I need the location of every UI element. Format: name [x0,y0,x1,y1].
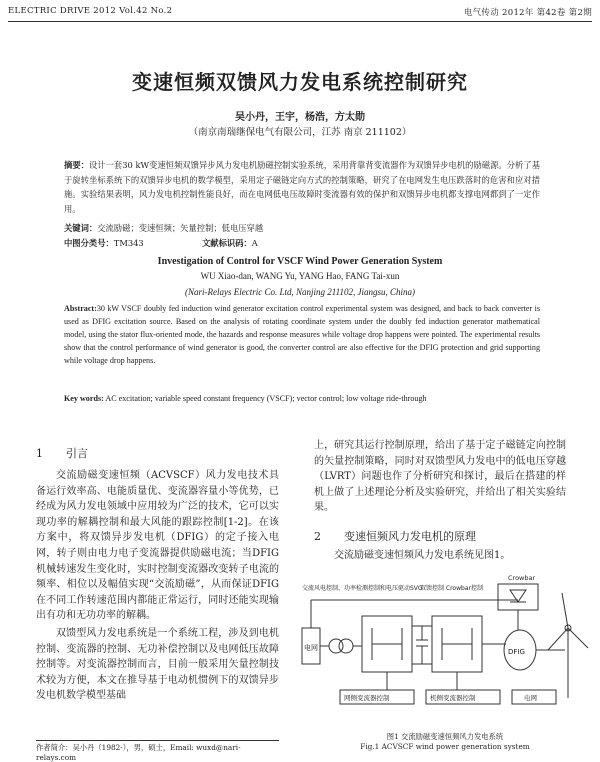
clc-label: 中图分类号： [64,238,114,248]
abstract-cn [64,158,540,216]
keywords-en [64,392,540,405]
paper-title-en: Investigation of Control for VSCF Wind Power Generation System [157,256,443,267]
doc-code-value: A [251,238,258,248]
header-right: 电气传动 2012年 第42卷 第2期 [463,8,592,18]
fig-label-crowbar-ctrl: 双馈控制 Crowbar控制 [420,585,483,592]
figure-1-caption [300,732,590,752]
igbt-bridge-icon [372,628,402,660]
fig-label-box-mid: 机侧变流器控制 [430,694,476,702]
fig-label-crowbar: Crowbar [508,574,536,582]
figure-1-caption-cn: 图1 交流励磁变速恒频风力发电系统 [386,732,504,741]
paragraph-section-2: 交流励磁变速恒频风力发电系统见图1。 [334,550,511,561]
affiliation-cn: （南京南瑞继保电气有限公司，江苏 南京 211102） [188,127,412,138]
figure-1-diagram [300,568,590,728]
paper-title: 变速恒频双馈风力发电系统控制研究 [132,70,468,94]
abstract-en-text: 30 kW VSCF doubly fed induction wind generator excitation control experimental system was designed, and back to back converter is used as DFIG excitation source. Based on the analysis of rotating coordinate system under the doubly fed induction generator mathematical model, using the stator flux-oriented mode, the hazards and response measures while voltage drop happens were pointed. The experimental results show that the control performance of wind generator is good, the converter control are also effective for the DFIG protection and grid supporting while voltage drop happens. [64,304,540,365]
keywords-cn-text: 交流励磁；变速恒频；矢量控制；低电压穿越 [97,223,264,233]
paragraph-intro-2: 双馈型风力发电系统是一个系统工程，涉及到电机控制、变流器的控制、无功补偿控制以及电网低压故障控制等。对变流器控制而言，目前一般采用矢量控制技术较为方便，本文在推导基于电动机惯例下的双馈异步发电机数学模型基础 [36,628,279,702]
header-left: ELECTRIC DRIVE 2012 Vol.42 No.2 [8,6,173,16]
abstract-cn-text: 设计一套30 kW变速恒频双馈异步风力发电机励磁控制实验系统，采用背靠背变流器作为双馈异步电机的励磁源。分析了基于旋转坐标系统下的双馈异步电机的数学模型，采用定子磁链定向方式的控制策略，研究了在电网发生电压跌落时的危害和应对措施。实验结果表明，风力发电机控制性能良好，而在电网低电压故障时变流器有效的保护和双馈异步电机都支撑电网都到了一定作用。 [64,160,540,214]
classification-cn [64,237,540,249]
fig-label-dfig: DFIG [508,648,525,656]
fig-label-box-right: 电网 [524,694,537,702]
fig-label-box-left: 网侧变流器控制 [344,694,390,702]
wind-turbine-icon [548,593,588,698]
clc-value: TM343 [113,238,144,248]
keywords-cn-label: 关键词： [64,223,98,233]
section-2-heading [314,528,476,544]
authors-en: WU Xiao-dan, WANG Yu, YANG Hao, FANG Tai-xun [200,271,400,281]
header-rule [8,21,592,22]
doc-code-label: 文献标识码： [202,238,252,248]
paragraph-intro-3: 上，研究其运行控制原理，给出了基于定子磁链定向控制的矢量控制策略，同时对双馈型风力发电中的低电压穿越（LVRT）问题也作了分析研究和探讨，最后在搭建的样机上做了上述理论分析及实验研究，并给出了相关实验结果。 [314,440,566,514]
running-header [8,6,592,19]
footnote: 作者简介：吴小丹（1982-），男，硕士，Email: wuxd@nari-relays.com [36,740,279,762]
abstract-en [64,302,540,367]
section-1-number: 1 [36,447,43,460]
fig-label-rsc: 交流风电控制、功率检测控制和电压驱动SVG [302,585,423,592]
section-2-title: 变速恒频风力发电机的原理 [344,530,476,543]
section-1-title: 引言 [66,447,88,460]
keywords-en-label: Key words: [64,394,104,403]
authors-cn: 吴小丹，王宇，杨浩，方太勋 [235,112,365,123]
affiliation-en: (Nari-Relays Electric Co. Ltd, Nanjing 211102, Jiangsu, China) [185,287,415,297]
keywords-cn [64,222,540,234]
abstract-cn-label: 摘要： [64,160,89,170]
keywords-en-text: AC excitation; variable speed constant frequency (VSCF); vector control; low voltage ride-through [105,394,427,403]
abstract-en-label: Abstract: [64,304,97,313]
fig-label-grid: 电网 [304,644,318,652]
paragraph-intro-1: 交流励磁变速恒频（ACVSCF）风力发电技术具备运行效率高、电能质量优、变流器容量小等优势，已经成为风力发电领域中应用较为广泛的技术，它可以实现功率的解耦控制和最大风能的跟踪控制[1-2]。在该方案中，将双馈异步发电机（DFIG）的定子接入电网，转子则由电力电子变流器提供励磁电流；当DFIG机械转速发生变化时，实时控制变流器改变转子电流的频率、相位以及幅值实现“交流励磁”，从而保证DFIG在不同工作转速范围内都能正常运行，同时还能实现输出有功和无功功率的解耦。 [36,470,279,622]
figure-1-caption-en: Fig.1 ACVSCF wind power generation system [360,742,530,751]
section-2-number: 2 [314,530,321,543]
crowbar-block [498,584,538,610]
section-1-heading [36,445,88,461]
